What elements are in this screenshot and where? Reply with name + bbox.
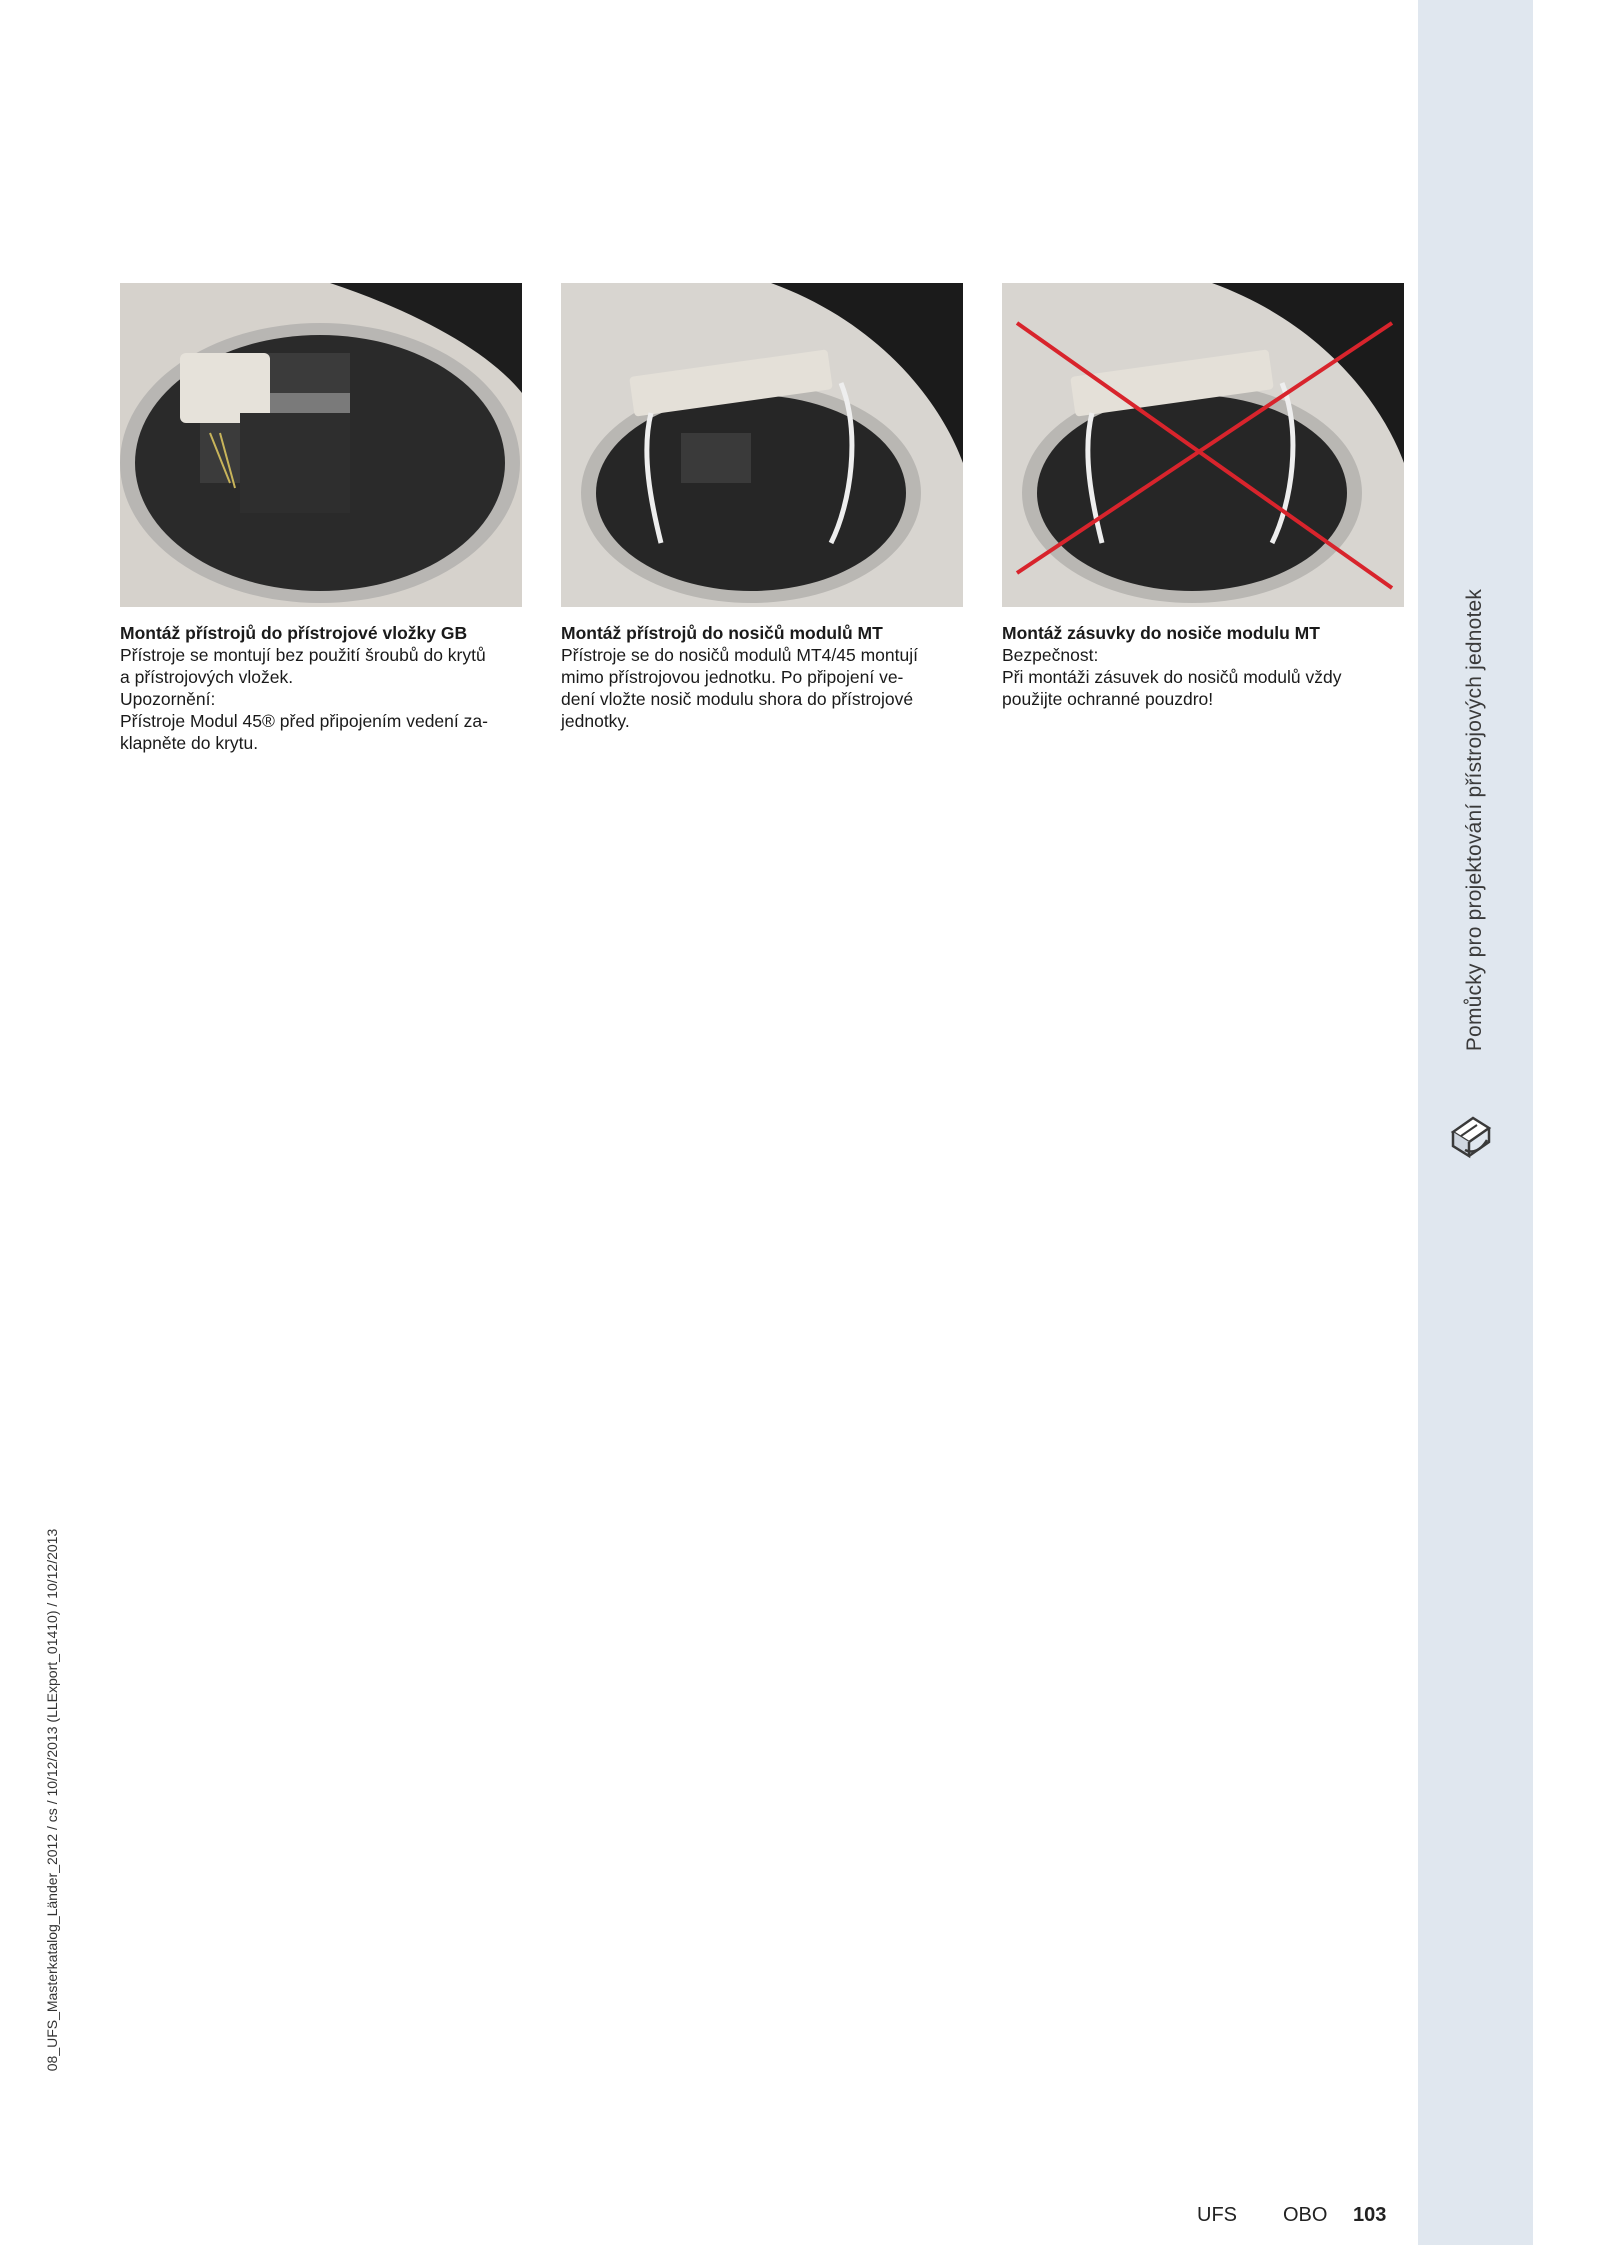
caption-gb-insert (120, 622, 522, 754)
caption-line: Přístroje Modul 45® před připojením vedení za- (120, 711, 488, 731)
caption-line: jednotky. (561, 711, 630, 731)
caption-line: dení vložte nosič modulu shora do přístrojové (561, 689, 914, 709)
footer-brand: OBO (1283, 2204, 1328, 2226)
caption-line: Přístroje se do nosičů modulů MT4/45 montují (561, 645, 918, 665)
caption-line: a přístrojových vložek. (120, 667, 294, 687)
caption-line: klapněte do krytu. (120, 733, 259, 753)
side-tab-text: Pomůcky pro projektování přístrojových jednotek (1463, 588, 1486, 1052)
caption-line: použijte ochranné pouzdro! (1002, 689, 1214, 709)
caption-line: mimo přístrojovou jednotku. Po připojení ve- (561, 667, 904, 687)
caption-line: Upozornění: (120, 689, 216, 709)
caption-mt-socket (1002, 622, 1404, 710)
caption-title: Montáž zásuvky do nosiče modulu MT (1002, 623, 1320, 643)
caption-line: Při montáži zásuvek do nosičů modulů vždy (1002, 667, 1342, 687)
photo-mt-socket-crossed (1002, 283, 1404, 607)
caption-title: Montáž přístrojů do přístrojové vložky GB (120, 623, 468, 643)
obo-cable-tray-icon (1443, 1110, 1499, 1166)
photo-mt-carrier (561, 283, 963, 607)
caption-mt-carrier (561, 622, 963, 732)
print-meta-text: 08_UFS_Masterkatalog_Länder_2012 / cs / 10/12/2013 (LLExport_01410) / 10/12/2013 (44, 1528, 60, 2072)
caption-line: Bezpečnost: (1002, 645, 1099, 665)
photo-gb-insert (120, 283, 522, 607)
caption-title: Montáž přístrojů do nosičů modulů MT (561, 623, 883, 643)
page-number: 103 (1353, 2204, 1387, 2226)
caption-line: Přístroje se montují bez použití šroubů do krytů (120, 645, 486, 665)
footer-section: UFS (1197, 2204, 1237, 2226)
